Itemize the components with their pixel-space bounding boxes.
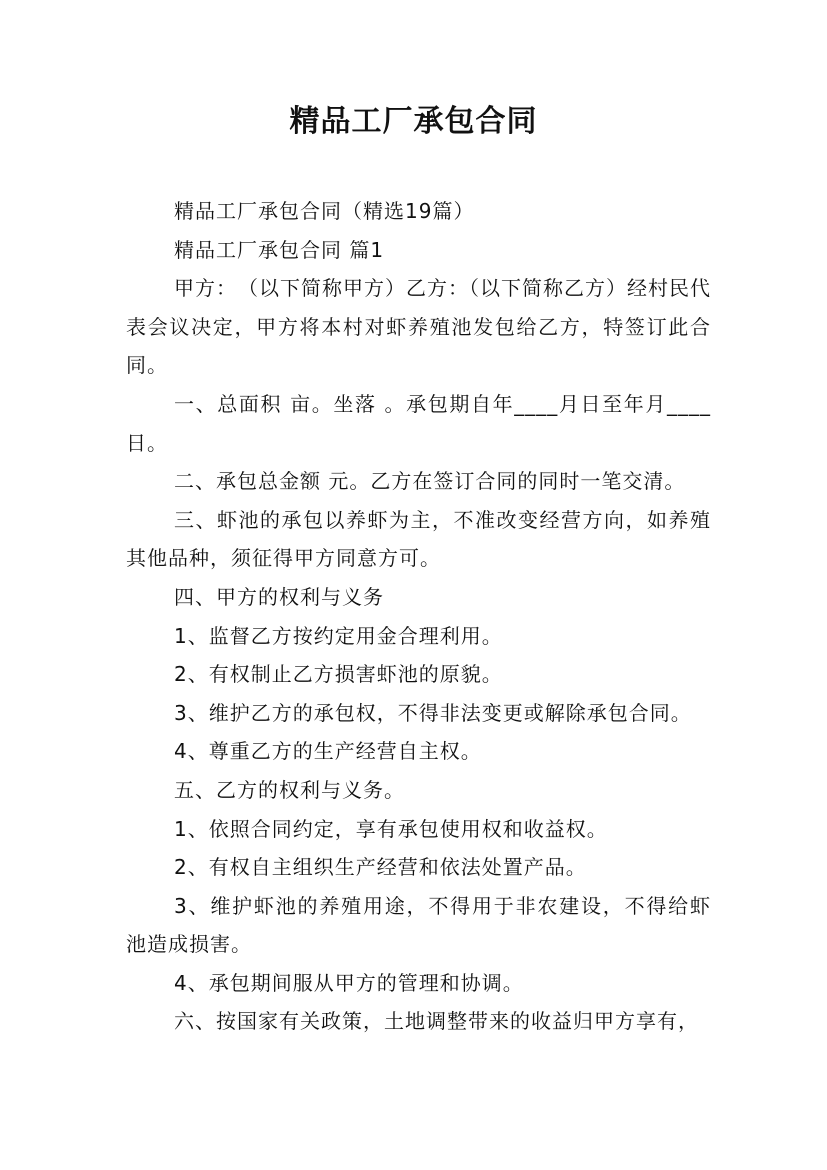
paragraph-clause-6: 六、按国家有关政策，土地调整带来的收益归甲方享有，: [174, 1009, 699, 1034]
paragraph-clause-5-item-1: 1、依照合同约定，享有承包使用权和收益权。: [174, 816, 608, 841]
paragraph-clause-1: 一、总面积 亩。坐落 。承包期自年____月日至年月____日。: [126, 391, 711, 455]
paragraph-clause-3: 三、虾池的承包以养虾为主，不准改变经营方向，如养殖其他品种，须征得甲方同意方可。: [126, 507, 711, 571]
paragraph-parties: 甲方： （以下简称甲方）乙方：（以下简称乙方）经村民代表会议决定，甲方将本村对虾养殖池发包给乙方，特签订此合同。: [126, 276, 711, 378]
paragraph-clause-4-heading: 四、甲方的权利与义务: [174, 584, 384, 609]
paragraph-clause-5-heading: 五、乙方的权利与义务。: [174, 777, 405, 802]
paragraph-clause-4-item-1: 1、监督乙方按约定用金合理利用。: [174, 623, 503, 648]
document-title: 精品工厂承包合同: [289, 104, 538, 139]
paragraph-clause-5-item-4: 4、承包期间服从甲方的管理和协调。: [174, 970, 524, 995]
paragraph-article-heading: 精品工厂承包合同 篇1: [174, 237, 385, 262]
paragraph-collection-heading: 精品工厂承包合同（精选19篇）: [174, 199, 475, 223]
paragraph-clause-5-item-3: 3、维护虾池的养殖用途，不得用于非农建设，不得给虾池造成损害。: [126, 893, 711, 957]
paragraph-clause-4-item-3: 3、维护乙方的承包权，不得非法变更或解除承包合同。: [174, 700, 692, 725]
document-body: [126, 192, 711, 1041]
paragraph-clause-4-item-4: 4、尊重乙方的生产经营自主权。: [174, 739, 482, 764]
paragraph-clause-2: 二、承包总金额 元。乙方在签订合同的同时一笔交清。: [174, 469, 686, 494]
paragraph-clause-4-item-2: 2、有权制止乙方损害虾池的原貌。: [174, 662, 503, 687]
paragraph-clause-5-item-2: 2、有权自主组织生产经营和依法处置产品。: [174, 855, 587, 880]
